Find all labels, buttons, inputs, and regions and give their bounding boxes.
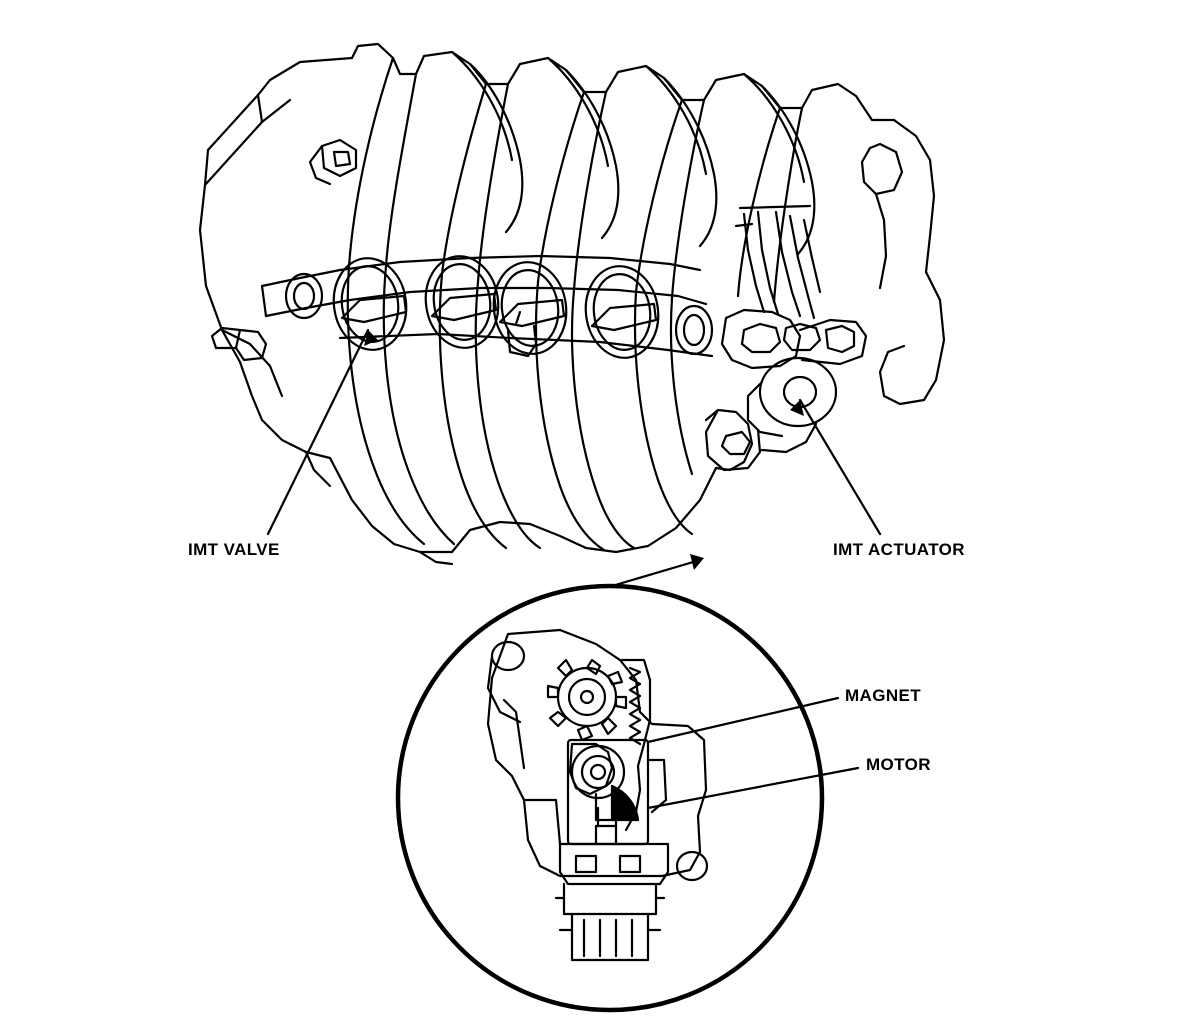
actuator-detail-view	[398, 586, 822, 1010]
callout-label-imt-actuator: IMT ACTUATOR	[833, 540, 965, 559]
leader-lines-detail	[648, 698, 858, 808]
callout-label-imt-valve: IMT VALVE	[188, 540, 280, 559]
intake-manifold-body	[200, 44, 944, 564]
actuator-connector	[556, 884, 664, 960]
callout-label-motor: MOTOR	[866, 755, 931, 774]
detail-view-pointer	[612, 554, 704, 586]
leader-imt-valve	[268, 330, 368, 534]
actuator-magnet	[568, 740, 648, 844]
callout-label-magnet: MAGNET	[845, 686, 922, 705]
actuator-gear	[548, 660, 626, 740]
leader-motor	[648, 768, 858, 808]
leader-imt-actuator	[800, 400, 880, 534]
